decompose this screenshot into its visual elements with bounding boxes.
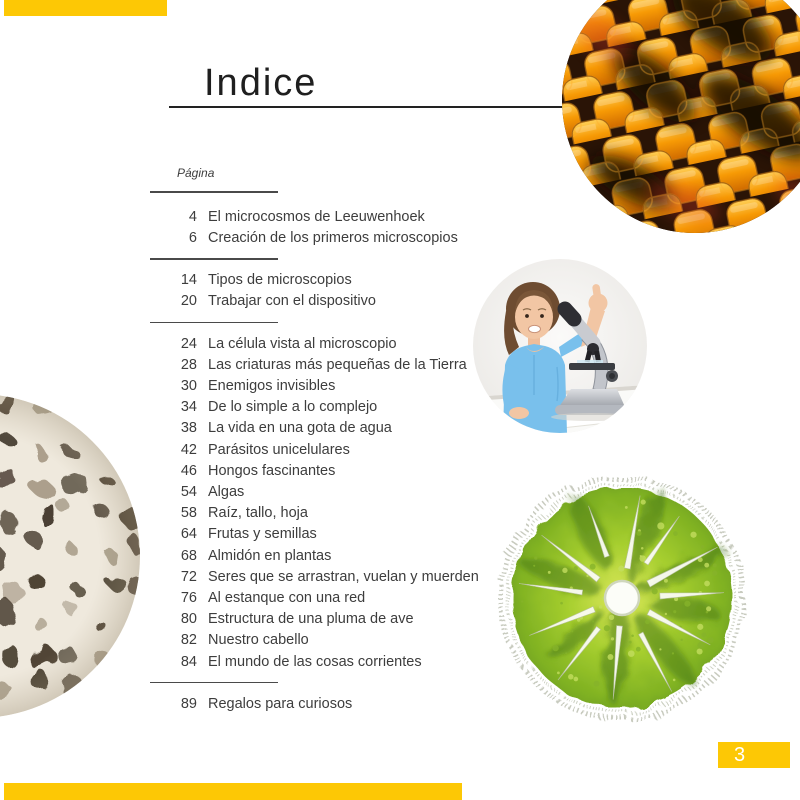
toc-entry-page-number: 6 xyxy=(188,229,197,246)
toc-entry xyxy=(150,227,530,248)
toc-entry-title: Nuestro cabello xyxy=(208,632,309,649)
toc-entry-page-number: 14 xyxy=(180,272,197,289)
toc-entry-page-number: 54 xyxy=(180,484,197,501)
toc-entry-title: Algas xyxy=(208,484,245,501)
toc-entry-page-number: 72 xyxy=(180,568,197,585)
toc-entry-page-number: 38 xyxy=(180,420,197,437)
toc-entry xyxy=(150,630,530,651)
toc-entry-page-number: 20 xyxy=(180,293,197,310)
toc-entry-title: Hongos fascinantes xyxy=(208,462,336,479)
toc-entry-page-number: 28 xyxy=(180,356,197,373)
toc-entry xyxy=(150,418,530,439)
toc-entry xyxy=(150,460,530,481)
toc-entry xyxy=(150,397,530,418)
toc-entry xyxy=(150,545,530,566)
toc-entry xyxy=(150,376,530,397)
page-number-badge xyxy=(718,742,790,768)
toc-entry-page-number: 30 xyxy=(180,378,197,395)
toc-entry-title: Raíz, tallo, hoja xyxy=(208,505,308,522)
toc-entry xyxy=(150,270,530,291)
toc-entry-title: La vida en una gota de agua xyxy=(208,420,392,437)
toc-entry-page-number: 34 xyxy=(180,399,197,416)
bottom-accent-bar xyxy=(4,783,462,800)
toc-entry-page-number: 64 xyxy=(180,526,197,543)
toc-entry-title: Al estanque con una red xyxy=(208,589,366,606)
toc-entry-title: Tipos de microscopios xyxy=(208,272,352,289)
column-label-divider xyxy=(150,191,278,193)
toc-entry-page-number: 89 xyxy=(180,695,197,712)
toc-entry-page-number: 84 xyxy=(180,653,197,670)
toc-list xyxy=(150,206,530,715)
toc-entry-page-number: 68 xyxy=(180,547,197,564)
toc-entry xyxy=(150,693,530,714)
top-accent-bar xyxy=(4,0,167,16)
section-divider xyxy=(150,312,530,333)
toc-entry-page-number: 42 xyxy=(180,441,197,458)
toc-entry xyxy=(150,651,530,672)
toc-entry-title: La célula vista al microscopio xyxy=(208,335,397,352)
toc-entry xyxy=(150,587,530,608)
toc-entry-page-number: 4 xyxy=(188,208,197,225)
toc-entry-title: Las criaturas más pequeñas de la Tierra xyxy=(208,356,467,373)
toc-entry-title: Estructura de una pluma de ave xyxy=(208,611,414,628)
green-algae-photo xyxy=(492,468,752,728)
toc-entry xyxy=(150,481,530,502)
toc-entry xyxy=(150,503,530,524)
toc-entry-page-number: 76 xyxy=(180,589,197,606)
toc-entry xyxy=(150,524,530,545)
toc-entry xyxy=(150,566,530,587)
page-column-label: Página xyxy=(177,166,215,180)
butterfly-wing-photo xyxy=(562,0,800,233)
toc-entry-title: Parásitos unicelulares xyxy=(208,441,350,458)
toc-entry-page-number: 80 xyxy=(180,611,197,628)
toc-entry xyxy=(150,609,530,630)
toc-entry xyxy=(150,354,530,375)
toc-entry xyxy=(150,439,530,460)
toc-entry-title: Seres que se arrastran, vuelan y muerden xyxy=(208,568,479,585)
section-divider xyxy=(150,248,530,269)
toc-entry-title: Regalos para curiosos xyxy=(208,695,353,712)
toc-entry-title: Enemigos invisibles xyxy=(208,378,336,395)
toc-entry-title: Trabajar con el dispositivo xyxy=(208,293,376,310)
toc-entry-title: El mundo de las cosas corrientes xyxy=(208,653,422,670)
page-number: 3 xyxy=(734,743,746,766)
toc-entry-title: Frutas y semillas xyxy=(208,526,317,543)
toc-entry-title: De lo simple a lo complejo xyxy=(208,399,378,416)
toc-entry xyxy=(150,333,530,354)
toc-entry xyxy=(150,291,530,312)
toc-entry-title: El microcosmos de Leeuwenhoek xyxy=(208,208,425,225)
section-divider xyxy=(150,672,530,693)
title-underline xyxy=(169,106,562,108)
toc-entry-page-number: 58 xyxy=(180,505,197,522)
toc-entry-page-number: 46 xyxy=(180,462,197,479)
sponge-texture-photo xyxy=(0,394,140,718)
toc-entry-page-number: 82 xyxy=(180,632,197,649)
toc-entry-title: Creación de los primeros microscopios xyxy=(208,229,458,246)
toc-entry xyxy=(150,206,530,227)
toc-entry-title: Almidón en plantas xyxy=(208,547,332,564)
toc-entry-page-number: 24 xyxy=(180,335,197,352)
page-title: Indice xyxy=(204,62,318,104)
